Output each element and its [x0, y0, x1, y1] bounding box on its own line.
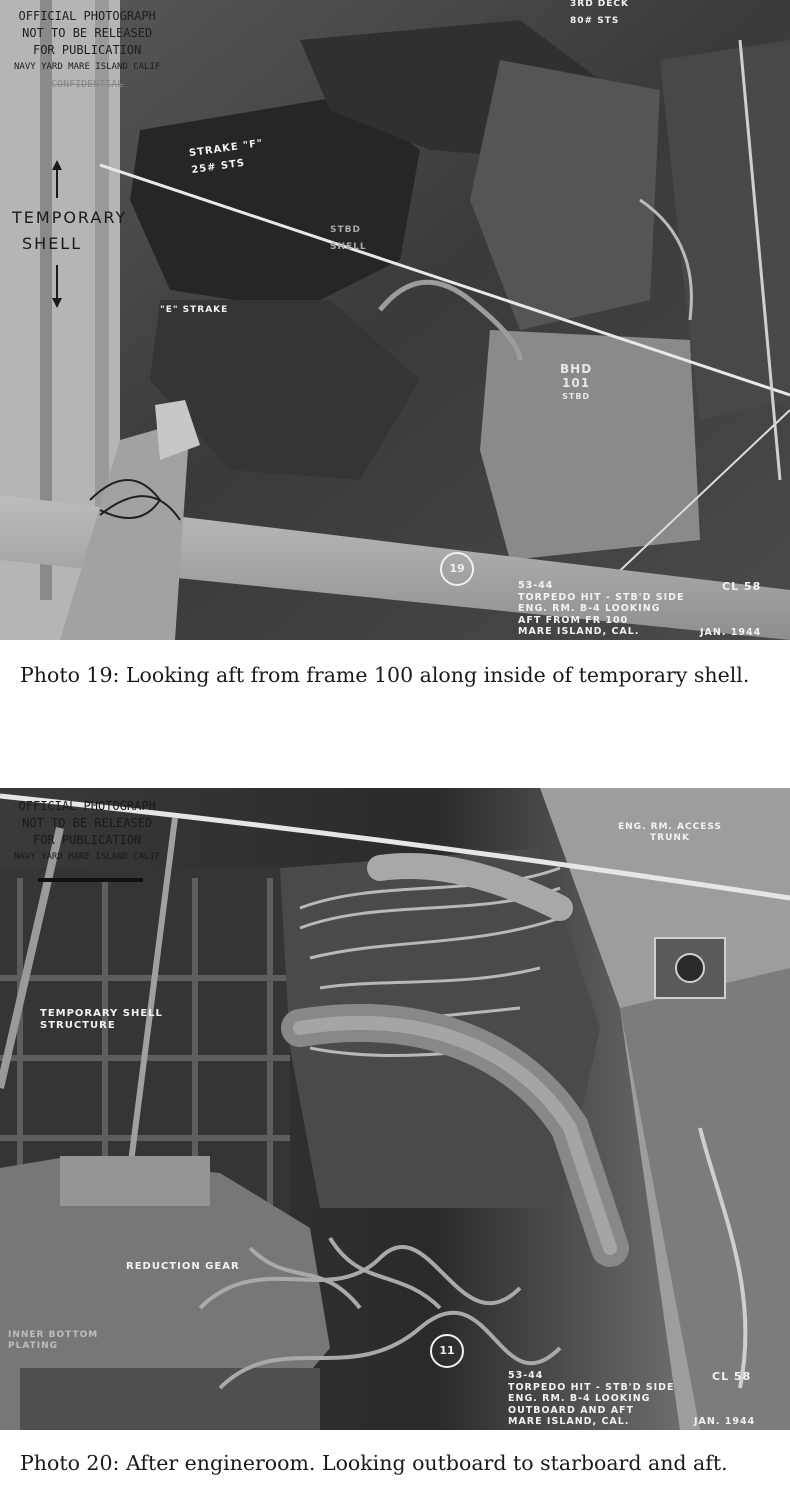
- annotation-line: ENG. RM. ACCESS: [618, 822, 722, 832]
- deck-label: [570, 0, 629, 30]
- temporary-shell-label: [12, 205, 127, 257]
- info-line: MARE ISLAND, CAL.: [508, 1416, 630, 1427]
- photo-date: JAN. 1944: [694, 1416, 756, 1427]
- annotation-line: SHELL: [330, 242, 367, 252]
- info-line: ENG. RM. B-4 LOOKING: [508, 1393, 651, 1404]
- photo-20: [0, 788, 790, 1430]
- photo-19-image: [0, 0, 790, 640]
- photo-number-circle: 19: [440, 552, 474, 586]
- info-line: AFT FROM FR 100: [518, 614, 629, 626]
- strake-e-label: "E" STRAKE: [160, 305, 229, 315]
- annotation-line: STBD: [562, 392, 591, 401]
- stamp-line: OFFICIAL PHOTOGRAPH: [18, 799, 156, 813]
- annotation-line: 101: [562, 376, 591, 390]
- stamp-line: NAVY YARD MARE ISLAND CALIF: [14, 62, 161, 72]
- access-trunk-label: [618, 822, 722, 844]
- ship-designation: CL 58: [712, 1370, 752, 1383]
- reduction-gear-label: REDUCTION GEAR: [126, 1261, 240, 1272]
- stbd-shell-label: [330, 222, 367, 256]
- annotation-line: 80# STS: [570, 16, 620, 26]
- info-line: OUTBOARD AND AFT: [508, 1404, 635, 1416]
- stamp-line: FOR PUBLICATION: [32, 833, 142, 847]
- stamp-line: NOT TO BE RELEASED: [22, 26, 153, 40]
- hand-label-line: TEMPORARY: [12, 208, 128, 227]
- annotation-line: BHD: [560, 362, 593, 376]
- official-photograph-stamp: [14, 798, 160, 866]
- annotation-line: TRUNK: [650, 833, 690, 843]
- annotation-line: INNER BOTTOM: [8, 1330, 99, 1340]
- info-line: TORPEDO HIT - STB'D SIDE: [508, 1381, 675, 1393]
- photo-date: JAN. 1944: [700, 627, 762, 638]
- photo-19-caption: Photo 19: Looking aft from frame 100 along inside of temporary shell.: [20, 663, 750, 687]
- info-line: 53-44: [518, 580, 554, 591]
- photo-number-circle: 11: [430, 1334, 464, 1368]
- inner-bottom-plating-label: [8, 1330, 98, 1352]
- annotation-line: 25# STS: [190, 157, 246, 177]
- info-line: ENG. RM. B-4 LOOKING: [518, 603, 661, 614]
- photo-20-caption: Photo 20: After engineroom. Looking outboard to starboard and aft.: [20, 1451, 728, 1475]
- temporary-shell-structure-label: [40, 1008, 163, 1032]
- photo-info-block: [508, 1370, 675, 1428]
- annotation-line: 3RD DECK: [570, 0, 629, 9]
- annotation-line: STRAKE "F": [188, 137, 264, 160]
- redaction-bar: [38, 878, 143, 882]
- hand-label-line: SHELL: [22, 234, 83, 253]
- stamp-line: FOR PUBLICATION: [32, 43, 142, 57]
- stamp-line: CONFIDENTIAL: [51, 79, 124, 90]
- annotation-line: STBD: [330, 225, 361, 235]
- photo-20-image: [0, 788, 790, 1430]
- photo-19: [0, 0, 790, 640]
- annotation-line: TEMPORARY SHELL: [40, 1008, 163, 1019]
- info-line: MARE ISLAND, CAL.: [518, 626, 640, 637]
- stamp-line: NAVY YARD MARE ISLAND CALIF: [14, 852, 161, 862]
- info-line: 53-44: [508, 1370, 544, 1381]
- annotation-line: PLATING: [8, 1341, 59, 1351]
- stamp-line: NOT TO BE RELEASED: [22, 816, 153, 830]
- official-photograph-stamp: [14, 8, 160, 93]
- ship-designation: CL 58: [722, 580, 762, 593]
- annotation-line: STRUCTURE: [40, 1020, 116, 1031]
- bulkhead-101-label: [560, 362, 592, 404]
- stamp-line: OFFICIAL PHOTOGRAPH: [18, 9, 156, 23]
- info-line: TORPEDO HIT - STB'D SIDE: [518, 591, 685, 603]
- photo-info-block: [518, 580, 685, 638]
